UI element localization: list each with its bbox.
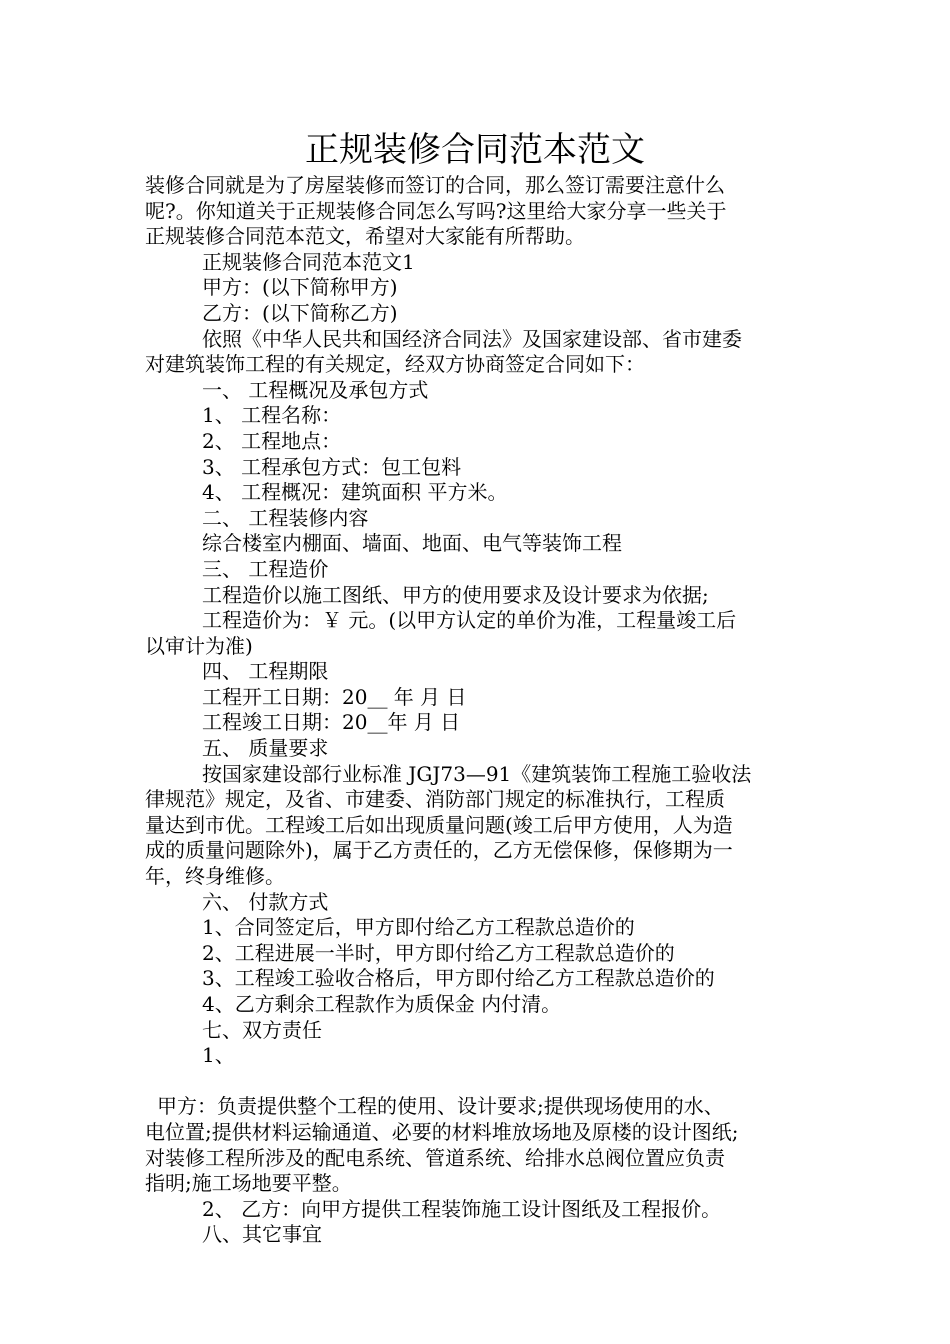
paragraph-line: 年，终身维修。 bbox=[145, 864, 285, 889]
paragraph-line: 对建筑装饰工程的有关规定，经双方协商签定合同如下： bbox=[145, 352, 645, 377]
blank-gap bbox=[145, 1069, 815, 1095]
clause-heading: 一、 工程概况及承包方式 bbox=[202, 377, 429, 402]
document-body bbox=[145, 173, 815, 1248]
paragraph-line: 按国家建设部行业标准 JGJ73—91《建筑装饰工程施工验收法 bbox=[202, 761, 752, 786]
clause-heading: 四、 工程期限 bbox=[202, 659, 329, 684]
clause-heading: 八、其它事宜 bbox=[202, 1222, 322, 1247]
paragraph-line: 指明;施工场地要平整。 bbox=[145, 1171, 352, 1196]
paragraph-line: 量达到市优。工程竣工后如出现质量问题(竣工后甲方使用，人为造 bbox=[145, 812, 733, 837]
clause-item: 4、乙方剩余工程款作为质保金 内付清。 bbox=[202, 992, 562, 1016]
clause-item: 4、 工程概况：建筑面积 平方米。 bbox=[202, 480, 508, 505]
clause-heading: 三、 工程造价 bbox=[202, 556, 329, 581]
intro-line: 正规装修合同范本范文，希望对大家能有所帮助。 bbox=[145, 224, 585, 249]
party-a-line: 甲方：(以下简称甲方) bbox=[202, 275, 398, 300]
clause-item: 2、 工程地点： bbox=[202, 428, 342, 453]
document-title: 正规装修合同范本范文 bbox=[305, 130, 645, 170]
paragraph-line: 以审计为准) bbox=[145, 633, 253, 658]
end-date-line: 工程竣工日期：20__年 月 日 bbox=[202, 710, 461, 735]
clause-item: 1、 工程名称： bbox=[202, 403, 342, 428]
clause-item: 3、 工程承包方式：包工包料 bbox=[202, 454, 462, 479]
start-date-line: 工程开工日期：20__ 年 月 日 bbox=[202, 684, 467, 709]
clause-item: 3、工程竣工验收合格后，甲方即付给乙方工程款总造价的 bbox=[202, 966, 715, 991]
section-heading: 正规装修合同范本范文1 bbox=[202, 249, 415, 274]
clause-item: 1、合同签定后，甲方即付给乙方工程款总造价的 bbox=[202, 915, 635, 940]
clause-heading: 五、 质量要求 bbox=[202, 736, 329, 761]
clause-heading: 六、 付款方式 bbox=[202, 889, 329, 914]
paragraph-line: 律规范》规定，及省、市建委、消防部门规定的标准执行，工程质 bbox=[145, 787, 725, 812]
paragraph-line: 依照《中华人民共和国经济合同法》及国家建设部、省市建委 bbox=[202, 326, 742, 351]
clause-item: 2、 乙方：向甲方提供工程装饰施工设计图纸及工程报价。 bbox=[202, 1196, 722, 1221]
clause-item: 1、 bbox=[202, 1043, 235, 1068]
paragraph-line: 工程造价为：￥ 元。(以甲方认定的单价为准，工程量竣工后 bbox=[202, 608, 737, 633]
paragraph-line: 对装修工程所涉及的配电系统、管道系统、给排水总阀位置应负责 bbox=[145, 1145, 725, 1170]
intro-line: 装修合同就是为了房屋装修而签订的合同，那么签订需要注意什么 bbox=[145, 173, 725, 197]
paragraph-line: 综合楼室内棚面、墙面、地面、电气等装饰工程 bbox=[202, 531, 622, 556]
clause-item: 2、工程进展一半时，甲方即付给乙方工程款总造价的 bbox=[202, 940, 675, 965]
intro-line: 呢?。你知道关于正规装修合同怎么写吗?这里给大家分享一些关于 bbox=[145, 198, 727, 223]
clause-heading: 二、 工程装修内容 bbox=[202, 505, 369, 530]
party-b-line: 乙方：(以下简称乙方) bbox=[202, 300, 398, 325]
paragraph-line: 电位置;提供材料运输通道、必要的材料堆放场地及原楼的设计图纸; bbox=[145, 1119, 739, 1144]
clause-heading: 七、双方责任 bbox=[202, 1017, 322, 1042]
paragraph-line: 甲方：负责提供整个工程的使用、设计要求;提供现场使用的水、 bbox=[157, 1094, 724, 1119]
paragraph-line: 成的质量问题除外)，属于乙方责任的，乙方无偿保修，保修期为一 bbox=[145, 838, 733, 863]
paragraph-line: 工程造价以施工图纸、甲方的使用要求及设计要求为依据; bbox=[202, 582, 709, 607]
